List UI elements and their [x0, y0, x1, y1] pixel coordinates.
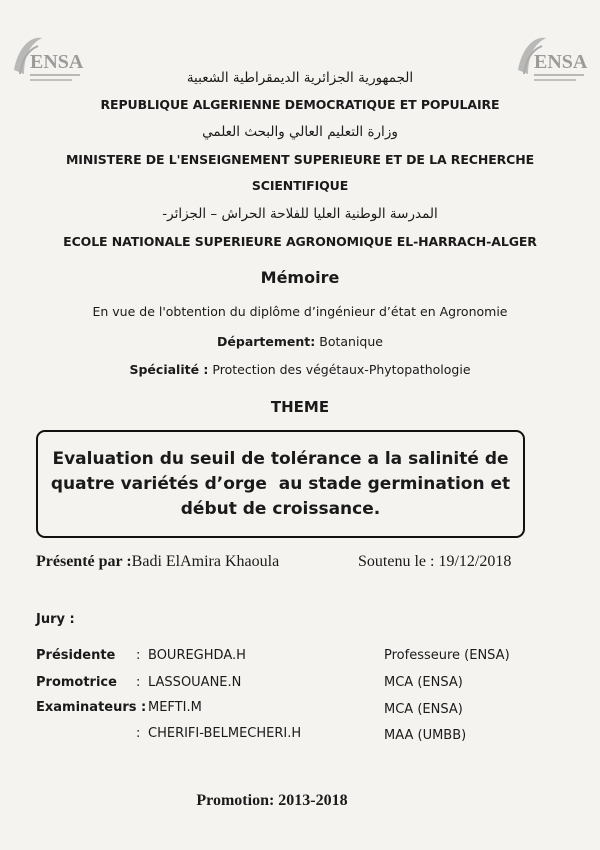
jury-role-1: Présidente	[36, 648, 116, 663]
defense-date: Soutenu le : 19/12/2018	[358, 553, 512, 570]
arabic-school: المدرسة الوطنية العليا للفلاحة الحراش – الجزائر-	[162, 206, 438, 222]
jury-title-3: MCA (ENSA)	[384, 702, 463, 717]
purpose-line: En vue de l'obtention du diplôme d’ingénieur d’état en Agronomie	[92, 304, 508, 319]
jury-title-1: Professeure (ENSA)	[384, 648, 510, 663]
presented-line	[36, 553, 279, 571]
jury-sep-2: :	[136, 675, 141, 690]
jury-name-2: LASSOUANE.N	[148, 675, 242, 690]
speciality-value: Protection des végétaux-Phytopathologie	[208, 362, 471, 377]
department-value: Botanique	[315, 334, 383, 349]
svg-text:ENSA: ENSA	[30, 51, 84, 73]
presented-value: Badi ElAmira Khaoula	[131, 553, 280, 570]
promotion: Promotion: 2013-2018	[196, 792, 348, 809]
jury-title-4: MAA (UMBB)	[384, 728, 467, 743]
theme-label: THEME	[270, 398, 330, 416]
jury-title-2: MCA (ENSA)	[384, 675, 463, 690]
theme-line-2: quatre variétés d’orge au stade germination et	[50, 473, 511, 494]
arabic-ministry: وزارة التعليم العالي والبحث العلمي	[202, 124, 398, 140]
jury-role-2: Promotrice	[36, 675, 117, 690]
ministry-line-1: MINISTERE DE L'ENSEIGNEMENT SUPERIEURE ET DE LA RECHERCHE	[65, 152, 535, 167]
jury-sep-4: :	[136, 726, 141, 741]
jury-sep-1: :	[136, 648, 141, 663]
jury-label: Jury :	[36, 612, 75, 627]
theme-box	[36, 430, 525, 538]
arabic-republic: الجمهورية الجزائرية الديمقراطية الشعبية	[186, 70, 414, 86]
theme-line-3: début de croissance.	[180, 498, 381, 519]
department-line	[0, 334, 600, 349]
jury-name-1: BOUREGHDA.H	[148, 648, 246, 663]
jury-name-3: MEFTI.M	[148, 700, 202, 715]
theme-text	[46, 447, 516, 522]
jury-role-3: Examinateurs :	[36, 700, 147, 715]
jury-name-4: CHERIFI-BELMECHERI.H	[148, 726, 302, 741]
department-label: Département:	[217, 334, 316, 349]
republic-name: REPUBLIQUE ALGERIENNE DEMOCRATIQUE ET POPULAIRE	[100, 97, 500, 112]
school-name: ECOLE NATIONALE SUPERIEURE AGRONOMIQUE EL-HARRACH-ALGER	[63, 234, 537, 249]
speciality-line	[0, 362, 600, 377]
theme-line-1: Evaluation du seuil de tolérance a la salinité de	[52, 448, 509, 469]
svg-text:ENSA: ENSA	[534, 51, 588, 73]
ministry-line-2: SCIENTIFIQUE	[251, 178, 349, 193]
presented-label: Présenté par :	[36, 553, 132, 570]
speciality-label: Spécialité :	[129, 362, 209, 377]
memoire-title: Mémoire	[260, 268, 340, 287]
